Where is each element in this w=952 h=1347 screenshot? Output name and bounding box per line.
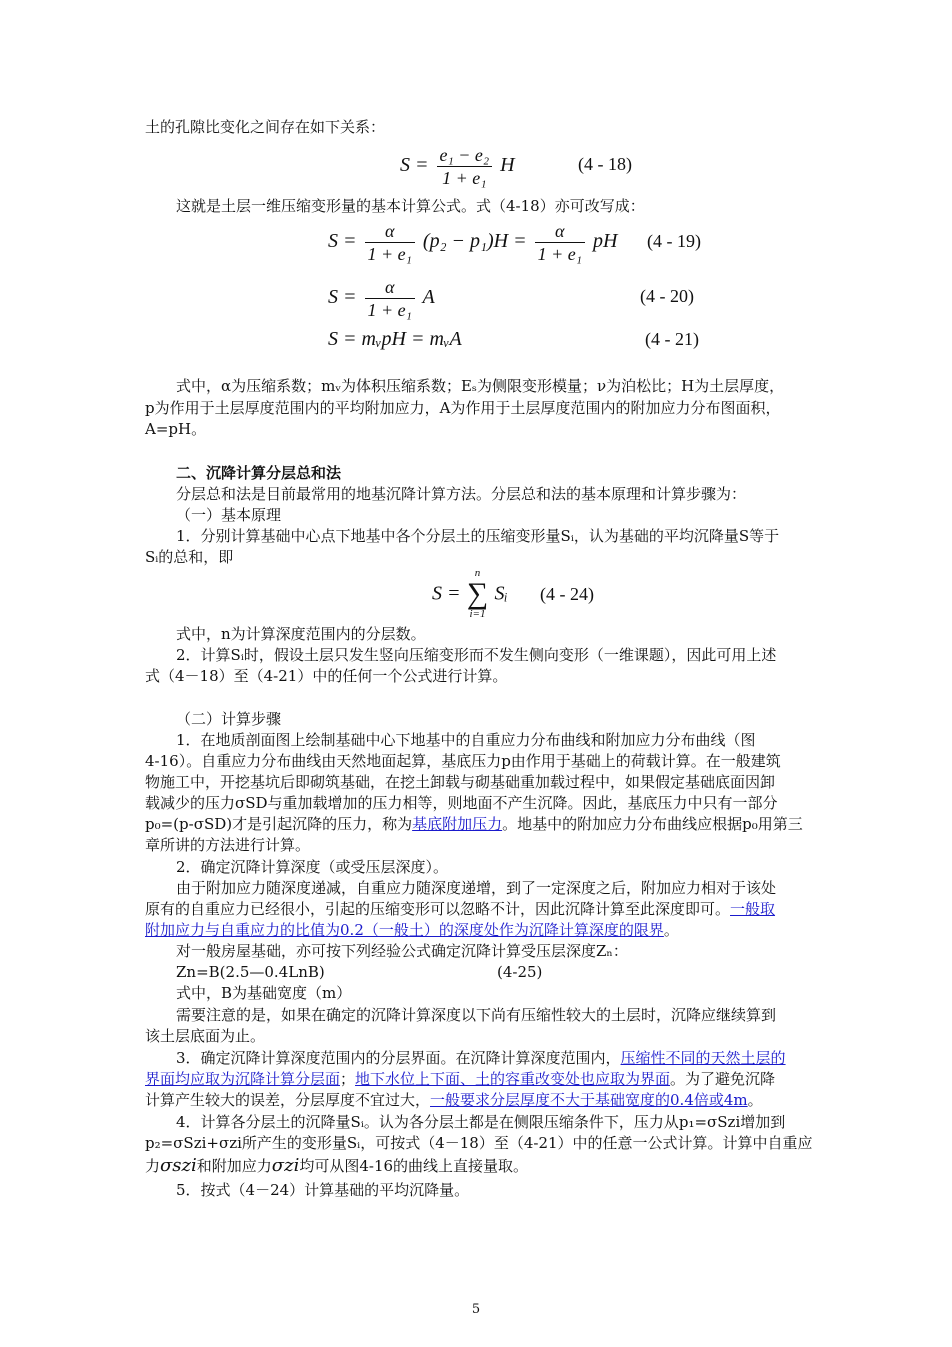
equation-label: (4-25) xyxy=(497,963,543,981)
equation-label: (4 - 24) xyxy=(540,584,594,604)
equation-label: (4 - 19) xyxy=(647,231,701,251)
subsection-heading: （二）计算步骤 xyxy=(176,710,282,728)
text-line: 物施工中，开挖基坑后即砌筑基础，在挖土卸载与砌基础重加载过程中，如果假定基础底面因卸 xyxy=(145,773,776,791)
text-line: 由于附加应力随深度递减，自重应力随深度递增，到了一定深度之后，附加应力相对于该处 xyxy=(176,879,777,897)
text-line: 附加应力与自重应力的比值为0.2（一般土）的深度处作为沉降计算深度的限界。 xyxy=(145,921,679,939)
link-base-additional-pressure[interactable]: 基底附加压力 xyxy=(412,815,503,833)
equation-4-19: S = $\frac{\alpha}{\text{1 + e₁}}$ (p₂ − p₁)H = $\frac{\alpha}{\text{1 + e₁}}$ pH xyxy=(328,221,618,264)
text-line: 式（4－18）至（4-21）中的任何一个公式进行计算。 xyxy=(145,667,508,685)
text-line: 1．在地质剖面图上绘制基础中心下地基中的自重应力分布曲线和附加应力分布曲线（图 xyxy=(176,731,756,749)
text-line: 章所讲的方法进行计算。 xyxy=(145,836,311,854)
text-line: 土的孔隙比变化之间存在如下关系： xyxy=(145,118,386,136)
text-line: A=pH。 xyxy=(145,420,207,438)
equation-label: (4 - 20) xyxy=(640,286,694,306)
link-depth-limit-start[interactable]: 一般取 xyxy=(730,900,776,918)
text-line: Sᵢ的总和，即 xyxy=(145,548,234,566)
text-line: 2．计算Sᵢ时，假设土层只发生竖向压缩变形而不发生侧向变形（一维课题），因此可用上述 xyxy=(176,646,777,664)
link-depth-limit[interactable]: 附加应力与自重应力的比值为0.2（一般土）的深度处作为沉降计算深度的限界 xyxy=(145,921,664,939)
equation-4-21: S = mᵥpH = mᵥA xyxy=(328,328,462,350)
text-line: 对一般房屋基础，亦可按下列经验公式确定沉降计算受压层深度Zₙ： xyxy=(176,942,628,960)
text-line: 式中，B为基础宽度（m） xyxy=(176,984,352,1002)
text-line: 原有的自重应力已经很小，引起的压缩变形可以忽略不计，因此沉降计算至此深度即可。一般取 xyxy=(145,900,776,918)
link-layer-thickness[interactable]: 一般要求分层厚度不大于基础宽度的0.4倍或4m xyxy=(430,1091,748,1109)
subsection-heading: （一）基本原理 xyxy=(176,506,282,524)
text-line: p₂=σSzi+σzi所产生的变形量Sᵢ，可按式（4－18）至（4-21）中的任意一公式计算。计算中自重应 xyxy=(145,1134,813,1152)
text-line: 分层总和法是目前最常用的地基沉降计算方法。分层总和法的基本原理和计算步骤为： xyxy=(176,485,747,503)
text-line: 式中，n为计算深度范围内的分层数。 xyxy=(176,625,426,643)
text-line: 界面均应取为沉降计算分层面；地下水位上下面、土的容重改变处也应取为界面。为了避免沉降 xyxy=(145,1070,776,1088)
text-line: 1．分别计算基础中心点下地基中各个分层土的压缩变形量Sᵢ，认为基础的平均沉降量S等于 xyxy=(176,527,780,545)
text-line: 5．按式（4－24）计算基础的平均沉降量。 xyxy=(176,1181,470,1199)
text-line: p为作用于土层厚度范围内的平均附加应力，A为作用于土层厚度范围内的附加应力分布图面积， xyxy=(145,399,781,417)
text-line: 式中，α为压缩系数；mᵥ为体积压缩系数；Eₛ为侧限变形模量；ν为泊松比；H为土层厚度， xyxy=(176,377,785,395)
link-layer-interface-start[interactable]: 压缩性不同的天然土层的 xyxy=(620,1049,786,1067)
text-line: 4．计算各分层土的沉降量Sᵢ。认为各分层土都是在侧限压缩条件下，压力从p₁=σSzi增加到 xyxy=(176,1113,786,1131)
text-line: 3．确定沉降计算深度范围内的分层界面。在沉降计算深度范围内，压缩性不同的天然土层的 xyxy=(176,1049,786,1067)
text-line: 载减少的压力σSD与重加载增加的压力相等，则地面不产生沉降。因此，基底压力中只有一部分 xyxy=(145,794,778,812)
link-groundwater-interface[interactable]: 地下水位上下面、土的容重改变处也应取为界面 xyxy=(355,1070,671,1088)
page-number: 5 xyxy=(471,1302,481,1317)
section-heading: 二、沉降计算分层总和法 xyxy=(176,464,342,482)
equation-4-24: S = n ∑ i=1 Sᵢ xyxy=(432,567,508,620)
text-line: 计算产生较大的误差，分层厚度不宜过大，一般要求分层厚度不大于基础宽度的0.4倍或4m。 xyxy=(145,1091,763,1109)
text-line: 4-16）。自重应力分布曲线由天然地面起算，基底压力p由作用于基础上的荷载计算。在一般建筑 xyxy=(145,752,781,770)
equation-label: (4 - 18) xyxy=(578,154,632,174)
text-line: 力σszi和附加应力σzi均可从图4-16的曲线上直接量取。 xyxy=(145,1155,529,1176)
text-line: p₀=(p-σSD)才是引起沉降的压力，称为基底附加压力。地基中的附加应力分布曲线应根据p₀用第三 xyxy=(145,815,803,833)
text-line: 需要注意的是，如果在确定的沉降计算深度以下尚有压缩性较大的土层时，沉降应继续算到 xyxy=(176,1006,777,1024)
text-line: 2．确定沉降计算深度（或受压层深度）。 xyxy=(176,858,449,876)
equation-4-18: S = $\frac{\text{e₁ − e₂}}{\text{1 + e₁}}$ H xyxy=(400,145,515,188)
equation-label: (4 - 21) xyxy=(645,329,699,349)
text-line: 这就是土层一维压缩变形量的基本计算公式。式（4-18）亦可改写成： xyxy=(176,197,645,215)
formula-4-25: Zn=B(2.5—0.4LnB) xyxy=(176,963,325,981)
text-line: 该土层底面为止。 xyxy=(145,1027,266,1045)
link-layer-interface[interactable]: 界面均应取为沉降计算分层面 xyxy=(145,1070,341,1088)
equation-4-20: S = $\frac{\alpha}{\text{1 + e₁}}$ A xyxy=(328,277,435,320)
